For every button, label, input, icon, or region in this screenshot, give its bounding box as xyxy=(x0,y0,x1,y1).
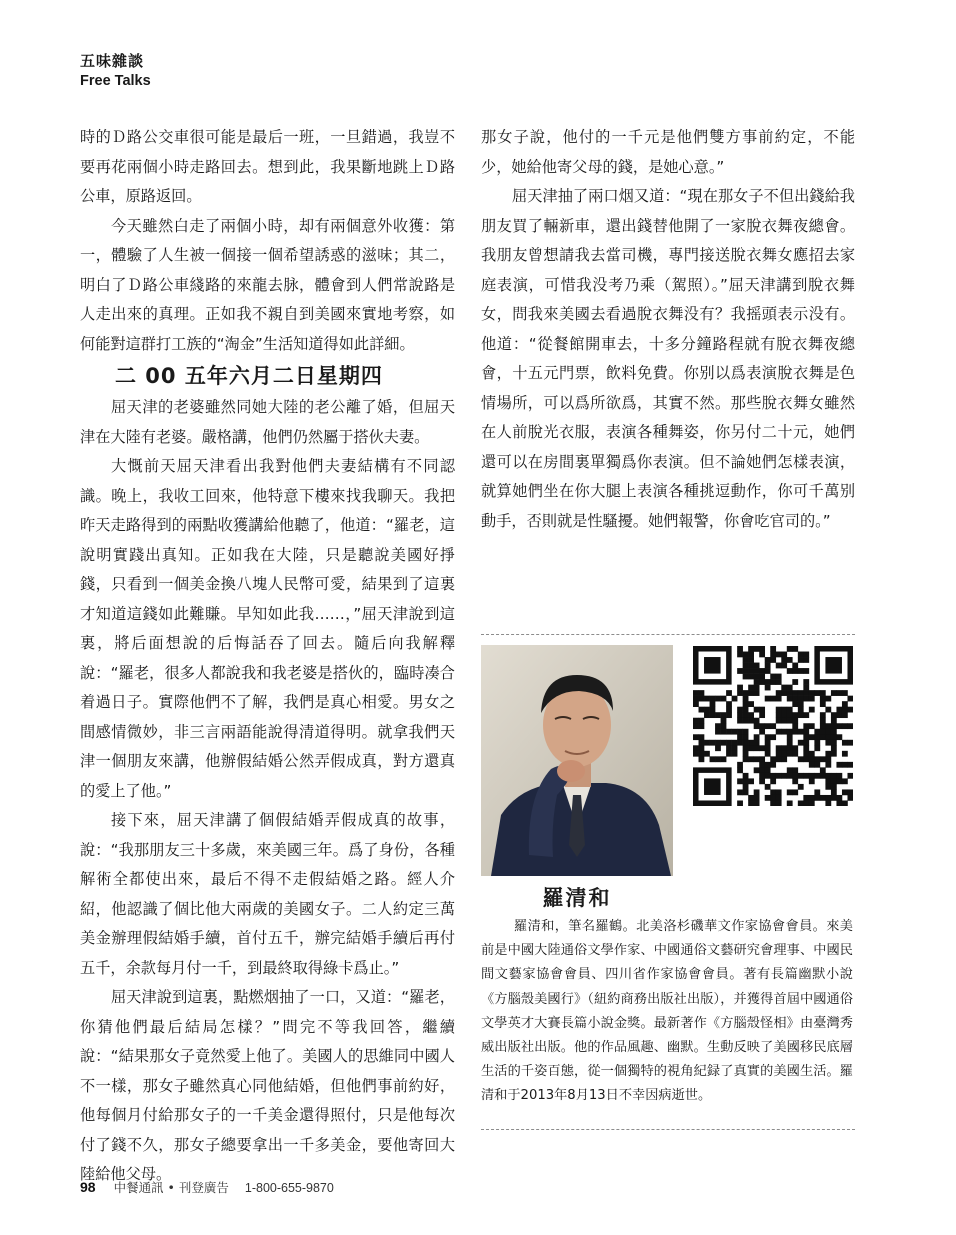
phone-number: 1-800-655-9870 xyxy=(244,1181,334,1195)
section-title-english: Free Talks xyxy=(80,73,151,89)
paragraph: 那女子說，他付的一千元是他們雙方事前約定，不能少，她給他寄父母的錢，是她心意。” xyxy=(481,128,855,176)
article-right-column xyxy=(481,123,855,536)
page-number: 98 xyxy=(80,1179,96,1195)
paragraph: 今天雖然白走了兩個小時，却有兩個意外收獲：第一，體驗了人生被一個接一個希望誘惑的滋味；其二，明白了Ｄ路公車綫路的來龍去脉，體會到人們常說路是人走出來的真理。正如我不親自到美國來實地考察，如何能對這群打工族的“淘金”生活知道得如此詳細。 xyxy=(80,216,455,353)
author-photo xyxy=(481,645,673,876)
author-bio: 羅清和，筆名羅鶴。北美洛杉磯華文作家協會會員。來美前是中國大陸通俗文學作家、中國通俗文藝研究會理事、中國民間文藝家協會會員、四川省作家協會會員。著有長篇幽默小說《方腦殼美國行》（紐約商務出版社出版），并獲得首屆中國通俗文學英才大賽長篇小說金獎。最新著作《方腦殼怪相》由臺灣秀威出版社出版。他的作品風趣、幽默。生動反映了美國移民底層生活的千姿百態，從一個獨特的視角紀録了真實的美國生活。羅清和于2013年8月13日不幸因病逝世。 xyxy=(481,919,853,1104)
page-footer xyxy=(80,1178,334,1196)
article-left-column xyxy=(80,123,455,1190)
dashed-divider-top xyxy=(481,634,855,635)
paragraph: 時的Ｄ路公交車很可能是最后一班，一旦錯過，我豈不要再花兩個小時走路回去。想到此，我果斷地跳上Ｄ路公車，原路返回。 xyxy=(80,128,455,205)
qr-code-graphic xyxy=(693,646,853,806)
author-name: 羅清和 xyxy=(542,886,612,910)
paragraph: 大慨前天屈天津看出我對他們夫妻結構有不同認識。晚上，我收工回來，他特意下樓來找我聊天。我把昨天走路得到的兩點收獲講給他聽了，他道：“羅老，這說明實踐出真知。正如我在大陸，只是聽說美國好掙錢，只看到一個美金換八塊人民幣可愛，結果到了這裏才知道這錢如此難賺。早知如此我……，”屈天津說到這裏，將后面想說的后悔話吞了回去。隨后向我解釋說：“羅老，很多人都說我和我老婆是搭伙的，臨時凑合着過日子。實際他們不了解，我們是真心相愛。男女之間感情微妙，非三言兩語能說得清道得明。就拿我們天津一個朋友來講，他辦假結婚公然弄假成真，對方還真的愛上了他。” xyxy=(80,457,455,800)
paragraph: 接下來，屈天津講了個假結婚弄假成真的故事，說：“我那朋友三十多歲，來美國三年。爲了身份，各種解術全都使出來，最后不得不走假結婚之路。經人介紹，他認識了個比他大兩歲的美國女子。二人約定三萬美金辦理假結婚手續，首付五千，辦完結婚手續后再付五千，余款每月付一千，到最終取得綠卡爲止。” xyxy=(80,811,455,977)
dashed-divider-bottom xyxy=(481,1129,855,1130)
section-title-chinese: 五味雜談 xyxy=(80,52,145,70)
paragraph: 屈天津說到這裏，點燃烟抽了一口，又道：“羅老，你猜他們最后結局怎樣？”問完不等我回答，繼續說：“結果那女子竟然愛上他了。美國人的思維同中國人不一樣，那女子雖然真心同他結婚，但他們事前約好，他每個月付給那女子的一千美金還得照付，只是他每次付了錢不久，那女子總要拿出一千多美金，要他寄回大陸給他父母。 xyxy=(80,988,455,1183)
paragraph: 屈天津的老婆雖然同她大陸的老公離了婚，但屈天津在大陸有老婆。嚴格講，他們仍然屬于搭伙夫妻。 xyxy=(80,398,455,446)
date-heading: 二 00 五年六月二日星期四 xyxy=(115,364,383,388)
author-portrait-illustration xyxy=(481,645,673,876)
paragraph: 屈天津抽了兩口烟又道：“現在那女子不但出錢給我朋友買了輛新車，還出錢替他開了一家脫衣舞夜總會。我朋友曾想請我去當司機，專門接送脫衣舞女應招去家庭表演，可惜我没考乃乘（駕照）。”屈天津講到脫衣舞女，問我來美國去看過脫衣舞没有？我摇頭表示没有。他道：“從餐館開車去，十多分鐘路程就有脫衣舞夜總會，十五元門票，飲料免費。你别以爲表演脫衣舞是色情場所，可以爲所欲爲，其實不然。那些脫衣舞女雖然在人前脫光衣服，表演各種舞姿，你另付二十元，她們還可以在房間裏單獨爲你表演。但不論她們怎樣表演，就算她們坐在你大腿上表演各種挑逗動作，你可千萬别動手，否則就是性騷擾。她們報警，你會吃官司的。” xyxy=(481,187,855,530)
qr-code xyxy=(693,646,853,806)
publication-name: 中餐通訊 • 刊登廣告 xyxy=(113,1180,229,1195)
